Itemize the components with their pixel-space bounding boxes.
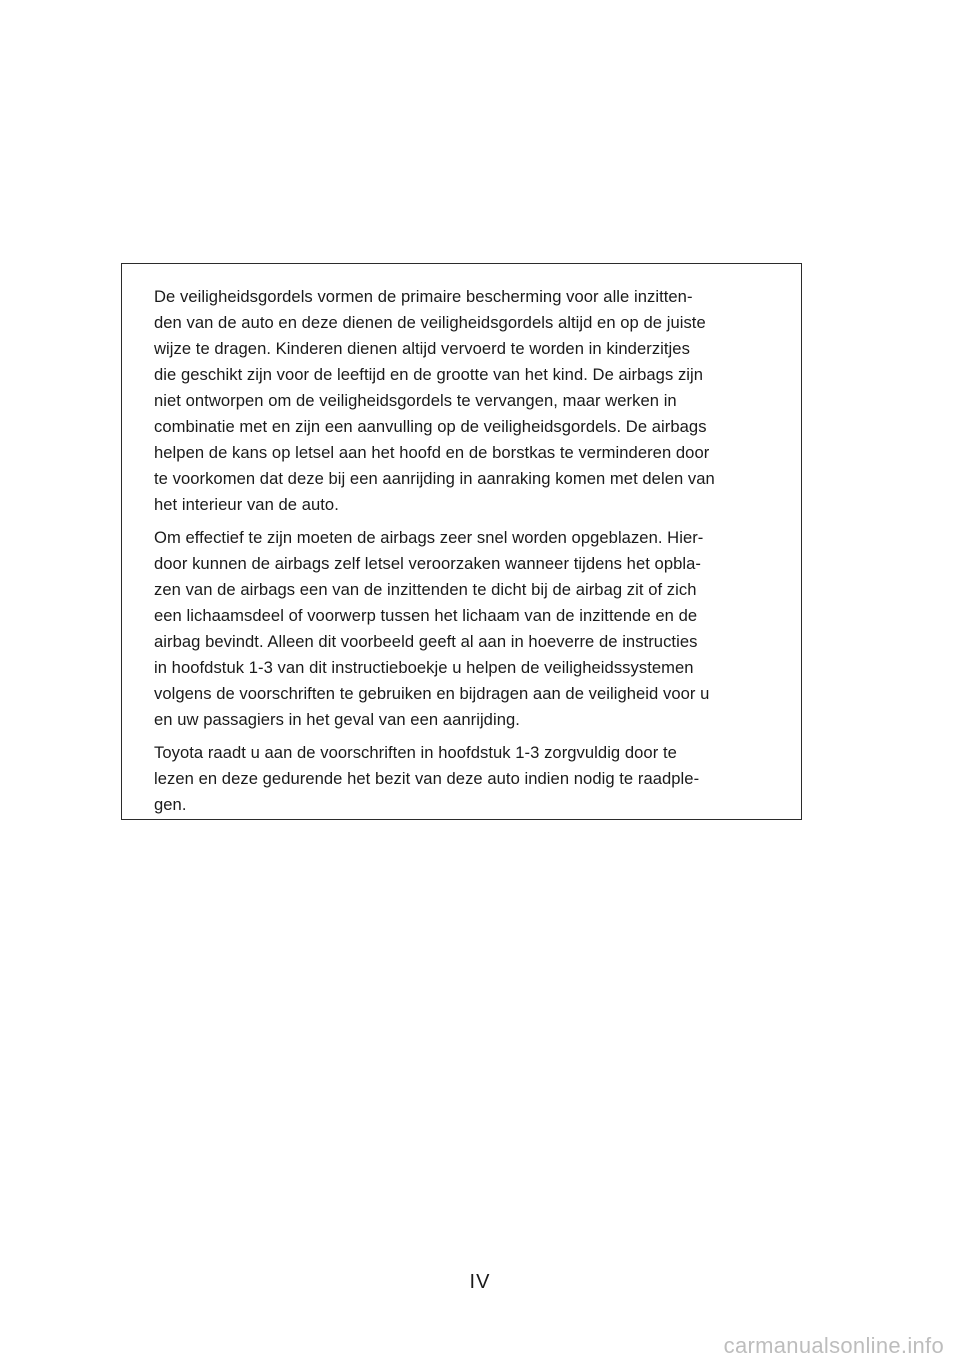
text-line: het interieur van de auto. [154, 495, 339, 514]
text-line: airbag bevindt. Alleen dit voorbeeld geeft al aan in hoeverre de instructies [154, 632, 698, 651]
text-line: en uw passagiers in het geval van een aanrijding. [154, 710, 520, 729]
text-line: een lichaamsdeel of voorwerp tussen het lichaam van de inzittende en de [154, 606, 698, 625]
text-line: De veiligheidsgordels vormen de primaire bescherming voor alle inzitten- [154, 287, 693, 306]
text-line: wijze te dragen. Kinderen dienen altijd vervoerd te worden in kinderzitjes [154, 339, 690, 358]
site-watermark: carmanualsonline.info [723, 1333, 944, 1358]
text-line: gen. [154, 795, 187, 814]
text-line: combinatie met en zijn een aanvulling op de veiligheidsgordels. De airbags [154, 417, 707, 436]
text-line: volgens de voorschriften te gebruiken en bijdragen aan de veiligheid voor u [154, 684, 710, 703]
notice-paragraph-seatbelts [154, 284, 774, 518]
text-line: in hoofdstuk 1-3 van dit instructieboekje u helpen de veiligheidssystemen [154, 658, 694, 677]
safety-notice-text [154, 284, 774, 825]
text-line: te voorkomen dat deze bij een aanrijding in aanraking komen met delen van [154, 469, 715, 488]
text-line: niet ontworpen om de veiligheidsgordels te vervangen, maar werken in [154, 391, 677, 410]
text-line: den van de auto en deze dienen de veiligheidsgordels altijd en op de juiste [154, 313, 706, 332]
notice-paragraph-toyota-advice [154, 740, 774, 818]
text-line: door kunnen de airbags zelf letsel veroorzaken wanneer tijdens het opbla- [154, 554, 701, 573]
text-line: Toyota raadt u aan de voorschriften in hoofdstuk 1-3 zorgvuldig door te [154, 743, 677, 762]
text-line: lezen en deze gedurende het bezit van deze auto indien nodig te raadple- [154, 769, 700, 788]
page-number: IV [469, 1271, 491, 1293]
text-line: die geschikt zijn voor de leeftijd en de grootte van het kind. De airbags zijn [154, 365, 704, 384]
text-line: helpen de kans op letsel aan het hoofd en de borstkas te verminderen door [154, 443, 710, 462]
safety-notice-box [121, 263, 802, 820]
text-line: Om effectief te zijn moeten de airbags zeer snel worden opgeblazen. Hier- [154, 528, 704, 547]
notice-paragraph-airbags [154, 525, 774, 733]
text-line: zen van de airbags een van de inzittenden te dicht bij de airbag zit of zich [154, 580, 697, 599]
